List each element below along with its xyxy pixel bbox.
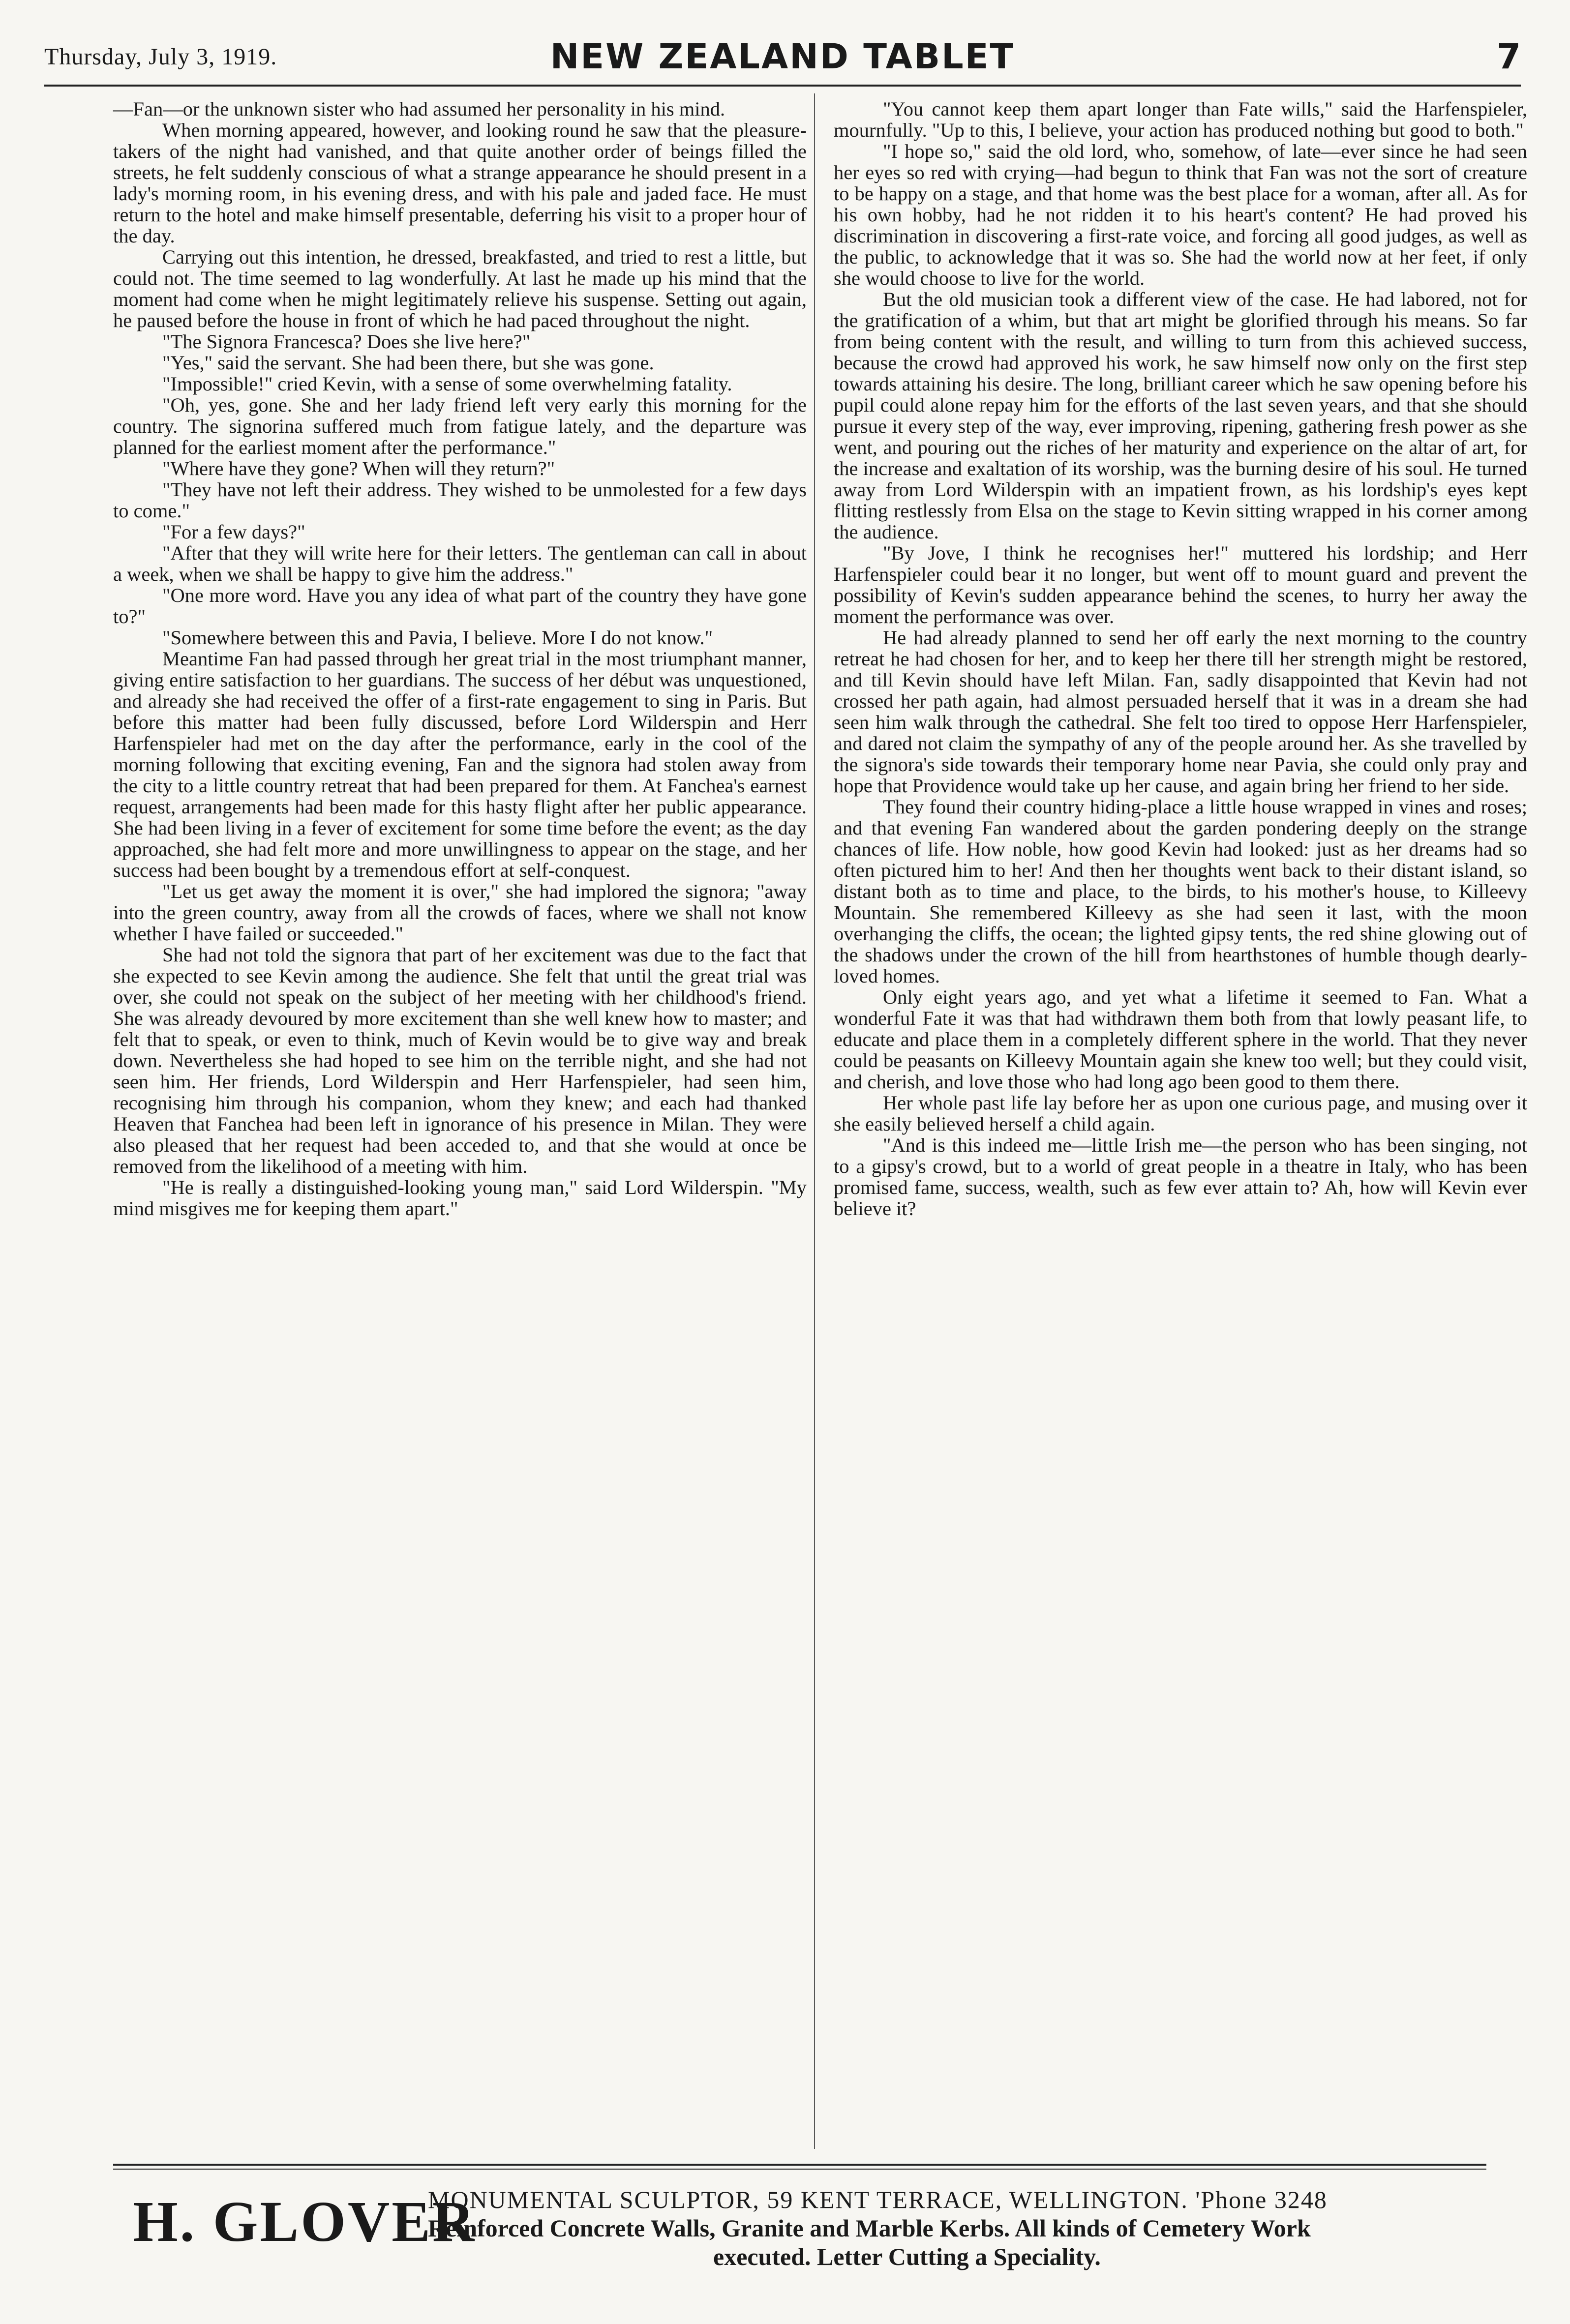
paragraph: When morning appeared, however, and looking round he saw that the pleasure-takers of the night had vanished, and that quite another order of beings filled the streets, he felt suddenly conscious of what a strange appearance he should present in a lady's morning room, in his evening dress, and with his pale and jaded face. He must return to the hotel and make himself presentable, deferring his visit to a proper hour of the day. <box>113 119 807 247</box>
paragraph: "Impossible!" cried Kevin, with a sense of some overwhelming fatality. <box>162 373 732 395</box>
paragraph: "Let us get away the moment it is over," she had implored the signora; "away into the green country, away from all the crowds of faces, where we shall not know whether I have failed or succeeded." <box>113 880 807 945</box>
paragraph: Carrying out this intention, he dressed, breakfasted, and tried to rest a little, but could not. The time seemed to lag wonderfully. At last he made up his mind that the moment had come when he might legitimately relieve his suspense. Setting out again, he paused before the house in front of which he had paced throughout the night. <box>113 246 807 331</box>
paragraph: "For a few days?" <box>162 521 305 543</box>
paragraph: Her whole past life lay before her as upon one curious page, and musing over it she easily believed herself a child again. <box>834 1092 1527 1135</box>
paragraph: "I hope so," said the old lord, who, somehow, of late—ever since he had seen her eyes so red with crying—had begun to think that Fan was not the sort of creature to be happy on a stage, and that home was the best place for a woman, after all. As for his own hobby, had he not ridden it to his heart's content? He had proved his discrimination in discovering a first-rate voice, and forcing all good judges, as well as the public, to acknowledge that it was so. She had the world now at her feet, if only she would choose to live for the world. <box>834 140 1527 289</box>
left-column <box>113 98 807 1219</box>
publication-title: NEW ZEALAND TABLET <box>550 36 1015 77</box>
advertisement-line: executed. Letter Cutting a Speciality. <box>713 2243 1101 2270</box>
footer-rule-thin <box>113 2169 1486 2170</box>
paragraph: "By Jove, I think he recognises her!" muttered his lordship; and Herr Harfenspieler could bear it no longer, but went off to mount guard and prevent the possibility of Kevin's sudden appearance behind the scenes, to hurry her away the moment the performance was over. <box>834 542 1527 627</box>
issue-date: Thursday, July 3, 1919. <box>44 44 277 70</box>
advertisement-line: Reinforced Concrete Walls, Granite and Marble Kerbs. All kinds of Cemetery Work <box>428 2214 1311 2242</box>
paragraph: "After that they will write here for their letters. The gentleman can call in about a week, when we shall be happy to give him the address." <box>113 542 807 585</box>
paragraph: "The Signora Francesca? Does she live here?" <box>162 330 531 353</box>
masthead <box>44 34 1521 89</box>
paragraph: "They have not left their address. They wished to be unmolested for a few days to come." <box>113 478 807 522</box>
column-divider <box>814 93 815 2149</box>
advertisement-line: MONUMENTAL SCULPTOR, 59 KENT TERRACE, WELLINGTON. 'Phone 3248 <box>428 2186 1328 2213</box>
page-number: 7 <box>1497 36 1521 77</box>
masthead-rule <box>44 85 1521 87</box>
paragraph: —Fan—or the unknown sister who had assumed her personality in his mind. <box>113 98 725 120</box>
paragraph: They found their country hiding-place a little house wrapped in vines and roses; and that evening Fan wandered about the garden pondering deeply on the strange chances of life. How noble, how good Kevin had looked: just as her dreams had so often pictured him to her! And then her thoughts went back to their distant island, so distant both as to time and place, to the birds, to his mother's house, to Killeevy Mountain. She remembered Killeevy as she had seen it last, with the moon overhanging the cliffs, the ocean; the lighted gipsy tents, the red shine glowing out of the shadows under the crown of the hill from hearthstones of humble though dearly-loved homes. <box>834 796 1527 987</box>
paragraph: "And is this indeed me—little Irish me—the person who has been singing, not to a gipsy's crowd, but to a world of great people in a theatre in Italy, who has been promised fame, success, wealth, such as few ever attain to? Ah, how will Kevin ever believe it? <box>834 1134 1527 1220</box>
paragraph: But the old musician took a different view of the case. He had labored, not for the gratification of a whim, but that art might be glorified through his means. So far from being content with the result, and willing to turn from this achieved success, because the crowd had approved his work, he saw himself now only on the first step towards attaining his desire. The long, brilliant career which he saw opening before his pupil could alone repay him for the efforts of the last seven years, and that she should pursue it every step of the way, ever improving, ripening, gathering fresh power as she went, and pouring out the riches of her maturity and experience on the altar of art, for the increase and exaltation of its worship, was the burning desire of his soul. He turned away from Lord Wilderspin with an impatient frown, as his lordship's eyes kept flitting restlessly from Elsa on the stage to Kevin sitting wrapped in his corner among the audience. <box>834 288 1527 543</box>
footer-rule <box>113 2164 1486 2166</box>
paragraph: "He is really a distinguished-looking young man," said Lord Wilderspin. "My mind misgives me for keeping them apart." <box>113 1176 807 1220</box>
paragraph: He had already planned to send her off early the next morning to the country retreat he had chosen for her, and to keep her there till her strength might be restored, and till Kevin should have left Milan. Fan, sadly disappointed that Kevin had not crossed her path again, had almost persuaded herself that it was in a dream she had seen him walk through the cathedral. She felt too tired to oppose Herr Harfenspieler, and dared not claim the sympathy of any of the people around her. As she travelled by the signora's side towards their temporary home near Pavia, she could only pray and hope that Providence would take up her cause, and again bring her friend to her side. <box>834 626 1527 797</box>
paragraph: "Yes," said the servant. She had been there, but she was gone. <box>162 352 654 374</box>
paragraph: Meantime Fan had passed through her great trial in the most triumphant manner, giving entire satisfaction to her guardians. The success of her début was unquestioned, and already she had received the offer of a first-rate engagement to sing in Paris. But before this matter had been fully discussed, before Lord Wilderspin and Herr Harfenspieler had met on the day after the performance, early in the cool of the morning following that exciting evening, Fan and the signora had stolen away from the city to a little country retreat that had been prepared for them. At Fanchea's earnest request, arrangements had been made for this hasty flight after her public appearance. She had been living in a fever of excitement for some time before the event; as the day approached, she had felt more and more unwillingness to appear on the stage, and her success had been bought by a tremendous effort at self-conquest. <box>113 648 807 881</box>
advertisement-text <box>428 2185 1486 2271</box>
paragraph: She had not told the signora that part of her excitement was due to the fact that she expected to see Kevin among the audience. She felt that until the great trial was over, she could not speak on the subject of her meeting with her childhood's friend. She was already devoured by more excitement than she well knew how to master; and felt that to speak, or even to think, much of Kevin would be to give way and break down. Nevertheless she had hoped to see him on the terrible night, and she had not seen him. Her friends, Lord Wilderspin and Herr Harfenspieler, had seen him, recognising him through his companion, whom they knew; and each had thanked Heaven that Fanchea had been left in ignorance of his presence in Milan. They were also pleased that her request had been acceded to, and that she would at once be removed from the likelihood of a meeting with him. <box>113 944 807 1177</box>
paragraph: "Somewhere between this and Pavia, I believe. More I do not know." <box>162 626 713 649</box>
paragraph: "You cannot keep them apart longer than Fate wills," said the Harfenspieler, mournfully. "Up to this, I believe, your action has produced nothing but good to both." <box>834 98 1527 141</box>
advertiser-name: H. GLOVER <box>133 2189 477 2254</box>
right-column <box>834 98 1527 1219</box>
advertisement <box>113 2178 1486 2287</box>
paragraph: "Oh, yes, gone. She and her lady friend left very early this morning for the country. The signorina suffered much from fatigue lately, and the departure was planned for the earliest moment after the performance." <box>113 394 807 458</box>
paragraph: "One more word. Have you any idea of what part of the country they have gone to?" <box>113 584 807 627</box>
paragraph: Only eight years ago, and yet what a lifetime it seemed to Fan. What a wonderful Fate it was that had withdrawn them both from that lowly peasant life, to educate and place them in a completely different sphere in the world. That they never could be peasants on Killeevy Mountain again she knew too well; but they could visit, and cherish, and love those who had long ago been good to them there. <box>834 986 1527 1093</box>
paragraph: "Where have they gone? When will they return?" <box>162 457 555 479</box>
